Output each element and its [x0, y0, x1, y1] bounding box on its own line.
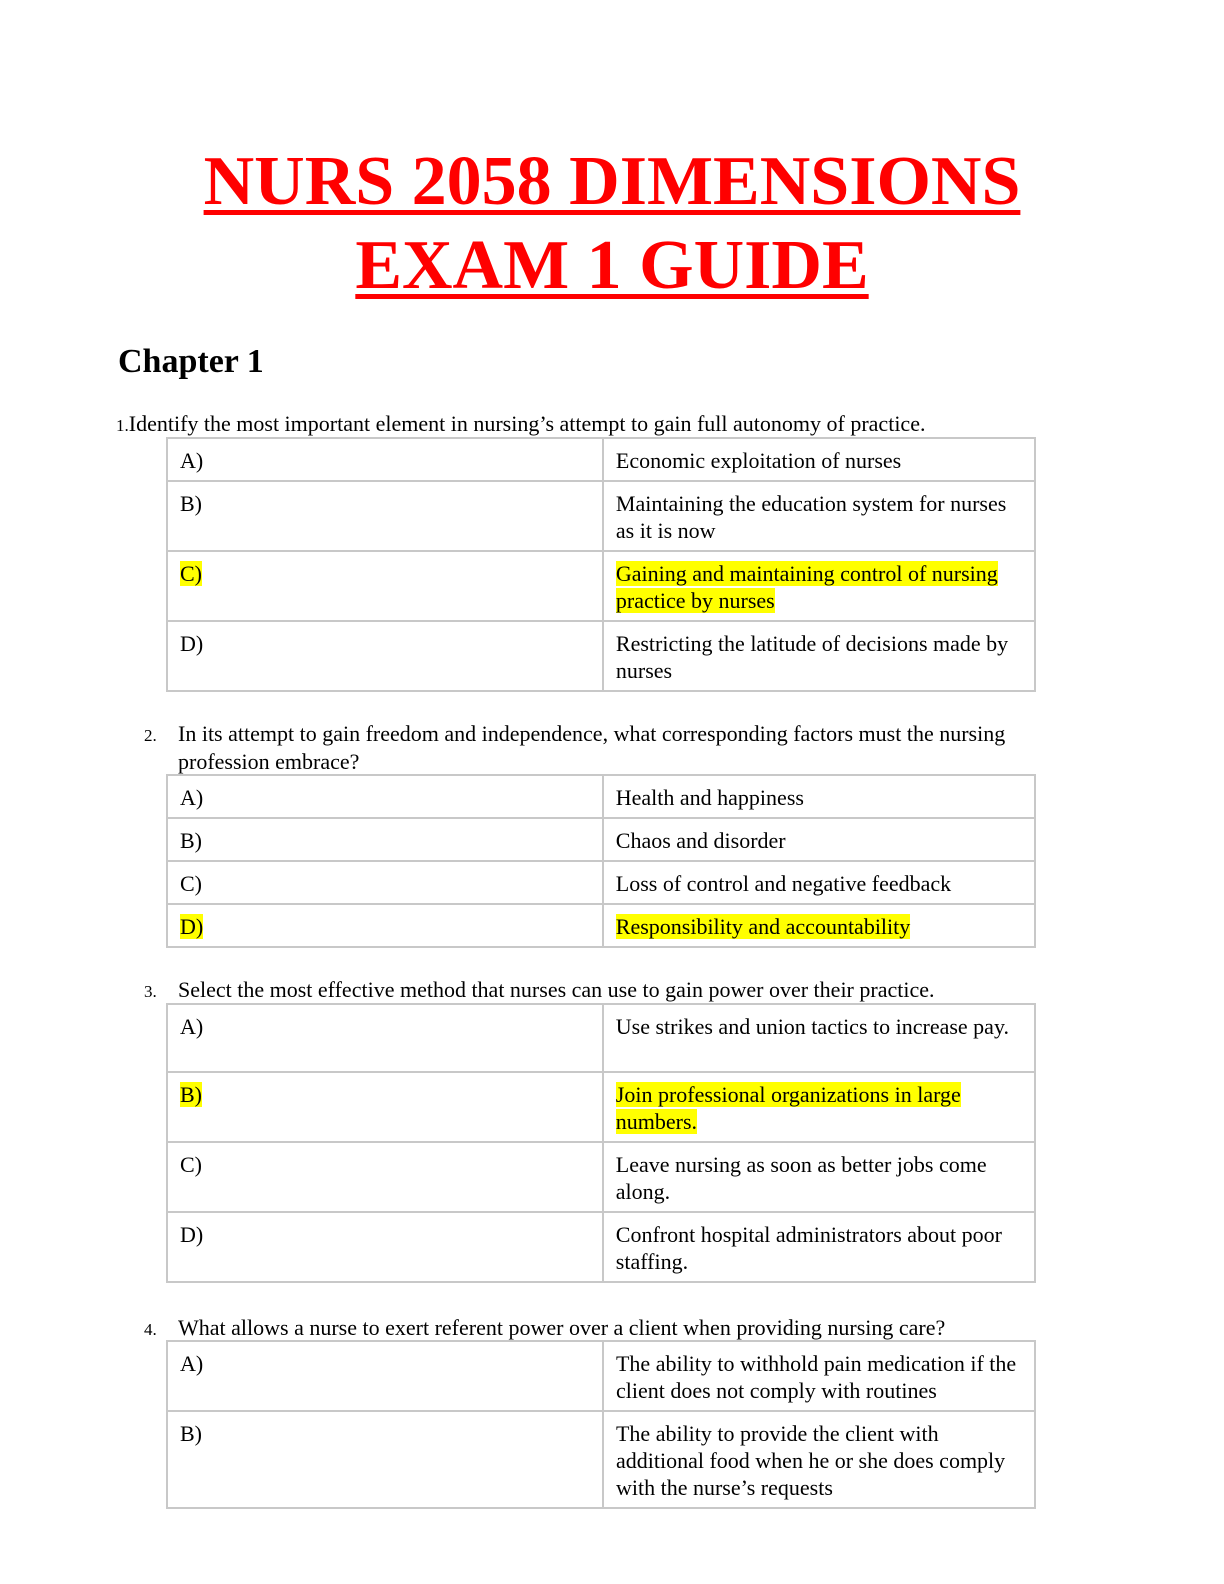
- question-text: In its attempt to gain freedom and independence, what corresponding factors must the nursing profession embrace?: [178, 721, 1006, 774]
- option-letter-highlighted: B): [180, 1082, 202, 1107]
- option-text: Health and happiness: [603, 775, 1035, 818]
- option-text: Chaos and disorder: [603, 818, 1035, 861]
- option-row-correct: [167, 1072, 1035, 1142]
- question-text: What allows a nurse to exert referent power over a client when providing nursing care?: [178, 1315, 946, 1340]
- question-number: 1.: [116, 416, 129, 435]
- option-letter: D): [167, 621, 603, 691]
- chapter-heading: Chapter 1: [118, 343, 264, 380]
- title-line-2: EXAM 1 GUIDE: [355, 227, 869, 304]
- option-letter: B): [167, 481, 603, 551]
- question-text: Identify the most important element in nursing’s attempt to gain full autonomy of practice.: [128, 411, 926, 436]
- option-text: Economic exploitation of nurses: [603, 438, 1035, 481]
- question-3: [144, 976, 1038, 1006]
- option-row-correct: [167, 551, 1035, 621]
- option-letter: A): [167, 775, 603, 818]
- option-letter: B): [167, 818, 603, 861]
- option-letter: C): [167, 861, 603, 904]
- options-table-3: [166, 1003, 1036, 1283]
- question-1: [116, 410, 925, 440]
- option-row: [167, 861, 1035, 904]
- option-letter: B): [167, 1411, 603, 1508]
- option-letter-highlighted: C): [180, 561, 202, 586]
- option-text: Confront hospital administrators about poor staffing.: [603, 1212, 1035, 1282]
- question-2: [144, 720, 1008, 776]
- option-letter-highlighted: D): [180, 914, 204, 939]
- option-row: [167, 1004, 1035, 1072]
- option-text: Restricting the latitude of decisions made by nurses: [603, 621, 1035, 691]
- option-letter: D): [167, 1212, 603, 1282]
- option-letter: A): [167, 1341, 603, 1411]
- option-text-highlighted: Responsibility and accountability: [615, 914, 911, 939]
- option-text: Loss of control and negative feedback: [603, 861, 1035, 904]
- option-row-correct: [167, 904, 1035, 947]
- option-row: [167, 481, 1035, 551]
- question-number: 3.: [144, 982, 157, 1001]
- option-row: [167, 438, 1035, 481]
- option-letter: C): [167, 1142, 603, 1212]
- question-number: 2.: [144, 726, 157, 745]
- option-text-highlighted: Gaining and maintaining control of nursing practice by nurses: [615, 561, 998, 613]
- option-text: The ability to withhold pain medication if the client does not comply with routines: [603, 1341, 1035, 1411]
- option-row: [167, 775, 1035, 818]
- option-letter: A): [167, 438, 603, 481]
- option-text: Leave nursing as soon as better jobs come along.: [603, 1142, 1035, 1212]
- document-title: [0, 140, 1224, 308]
- option-text: Maintaining the education system for nurses as it is now: [603, 481, 1035, 551]
- options-table-4: [166, 1340, 1036, 1509]
- option-text: Use strikes and union tactics to increase pay.: [603, 1004, 1035, 1072]
- option-row: [167, 621, 1035, 691]
- options-table-1: [166, 437, 1036, 692]
- option-text: The ability to provide the client with additional food when he or she does comply with the nurse’s requests: [603, 1411, 1035, 1508]
- options-table-2: [166, 774, 1036, 948]
- option-text-highlighted: Join professional organizations in large numbers.: [615, 1082, 961, 1134]
- option-row: [167, 1411, 1035, 1508]
- question-number: 4.: [144, 1320, 157, 1339]
- question-text: Select the most effective method that nurses can use to gain power over their practice.: [178, 977, 935, 1002]
- option-letter: A): [167, 1004, 603, 1072]
- option-row: [167, 818, 1035, 861]
- option-row: [167, 1142, 1035, 1212]
- option-row: [167, 1341, 1035, 1411]
- title-line-1: NURS 2058 DIMENSIONS: [203, 143, 1021, 220]
- option-row: [167, 1212, 1035, 1282]
